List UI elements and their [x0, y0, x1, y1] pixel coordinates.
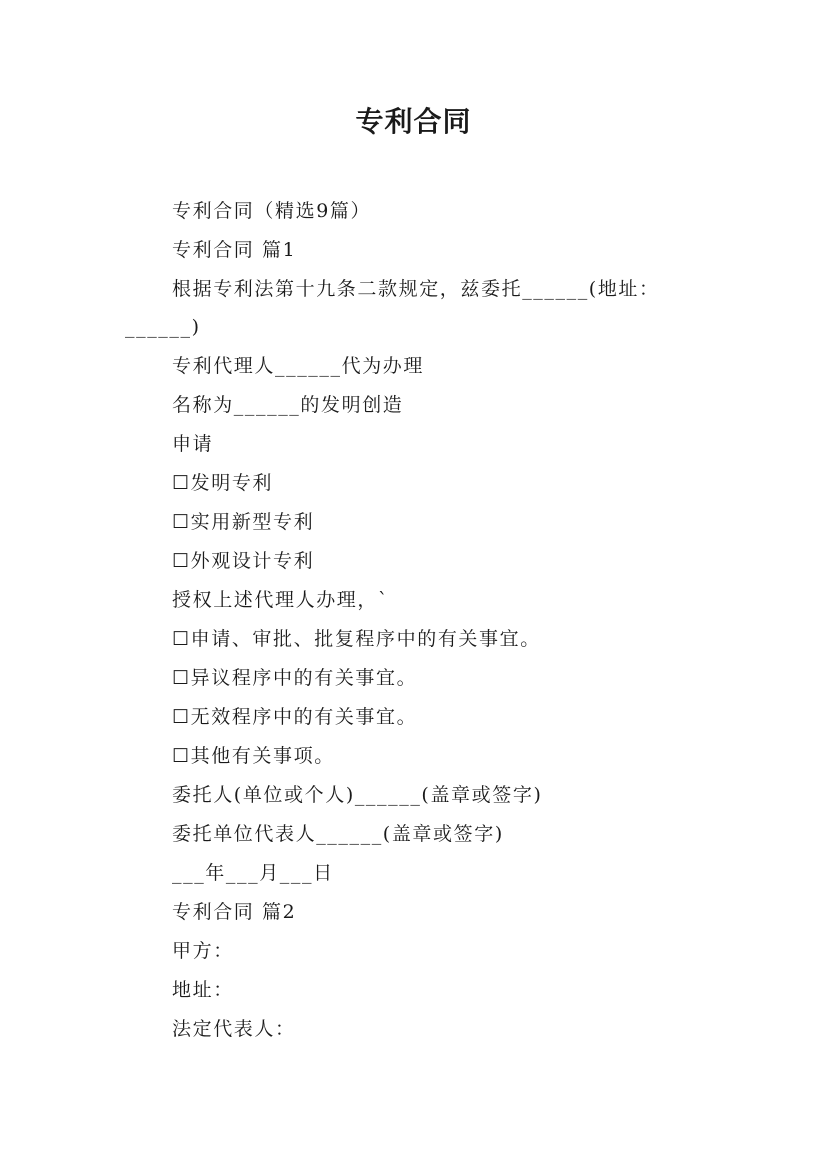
paragraph-line: 名称为______的发明创造	[172, 394, 404, 416]
paragraph-line: 授权上述代理人办理，`	[172, 589, 390, 611]
party-a-label: 甲方：	[172, 940, 234, 962]
signature-line-principal: 委托人(单位或个人)______(盖章或签字)	[172, 784, 543, 806]
paragraph-continuation: ______)	[125, 316, 201, 338]
subtitle-line: 专利合同（精选9篇）	[172, 200, 372, 222]
paragraph-line: 专利代理人______代为办理	[172, 355, 425, 377]
signature-line-representative: 委托单位代表人______(盖章或签字)	[172, 823, 504, 845]
paragraph-line: 申请	[172, 433, 214, 455]
checkbox-option-other: ☐其他有关事项。	[172, 745, 335, 767]
section-heading-2: 专利合同 篇2	[172, 901, 297, 923]
checkbox-option-invention: ☐发明专利	[172, 472, 274, 494]
legal-representative-label: 法定代表人：	[172, 1018, 296, 1040]
checkbox-option-application: ☐申请、审批、批复程序中的有关事宜。	[172, 628, 541, 650]
checkbox-option-design: ☐外观设计专利	[172, 550, 315, 572]
document-title: 专利合同	[355, 105, 472, 138]
checkbox-option-invalidation: ☐无效程序中的有关事宜。	[172, 706, 418, 728]
checkbox-option-utility-model: ☐实用新型专利	[172, 511, 315, 533]
address-label: 地址：	[172, 979, 234, 1001]
paragraph-line: 根据专利法第十九条二款规定，兹委托______(地址：	[172, 278, 660, 300]
section-heading-1: 专利合同 篇1	[172, 239, 297, 261]
checkbox-option-opposition: ☐异议程序中的有关事宜。	[172, 667, 418, 689]
date-line: ___年___月___日	[172, 862, 334, 884]
